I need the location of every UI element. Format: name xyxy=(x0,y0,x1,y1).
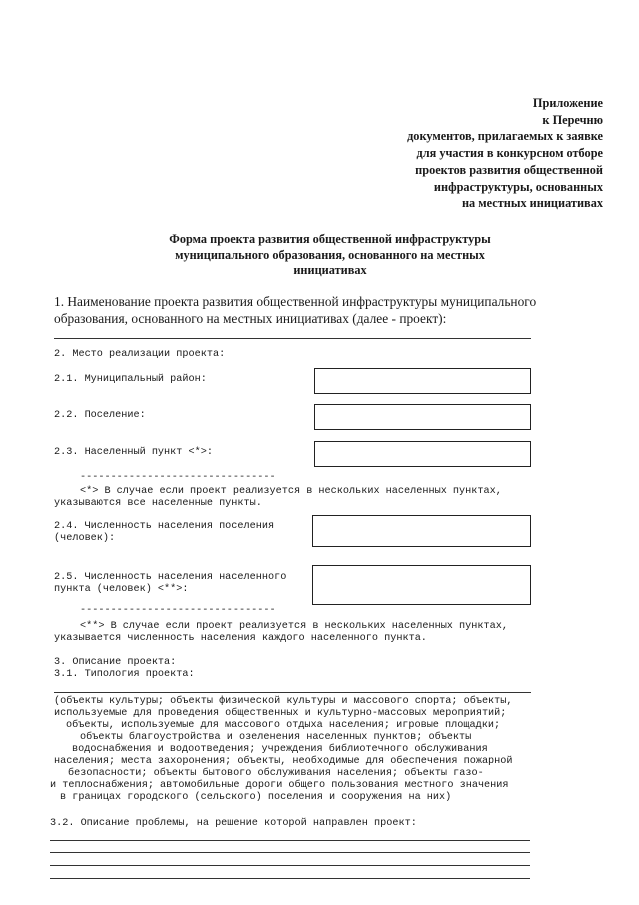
typology-option-line: используемые для проведения общественных и культурно-массовых мероприятий; xyxy=(54,708,507,719)
appendix-header xyxy=(303,95,603,212)
typology-label: 3.1. Типология проекта: xyxy=(54,669,195,680)
locality-population-label: 2.5. Численность населения населенного xyxy=(54,572,287,583)
appendix-line: к Перечню xyxy=(542,112,603,127)
form-title xyxy=(120,232,540,279)
appendix-line: проектов развития общественной xyxy=(415,162,603,177)
problem-input-line[interactable] xyxy=(50,852,530,853)
footnote-text: указываются все населенные пункты. xyxy=(54,498,262,509)
locality-population-input-box[interactable] xyxy=(312,565,531,605)
project-name-label: образования, основанного на местных инициативах (далее - проект): xyxy=(54,310,447,326)
typology-option-line: в границах городского (сельского) поселения и сооружения на них) xyxy=(60,792,452,803)
location-heading: 2. Место реализации проекта: xyxy=(54,349,226,360)
footnote-text: указывается численность населения каждого населенного пункта. xyxy=(54,633,427,644)
typology-input-line[interactable] xyxy=(54,692,531,693)
settlement-population-input-box[interactable] xyxy=(312,515,531,547)
footnote-rule: -------------------------------- xyxy=(80,605,276,616)
typology-option-line: объекты благоустройства и озеленения населенных пунктов; объекты xyxy=(80,732,472,743)
appendix-line: для участия в конкурсном отборе xyxy=(416,146,603,161)
footnote-text: <*> В случае если проект реализуется в нескольких населенных пунктах, xyxy=(80,486,502,497)
form-title-line: инициативах xyxy=(293,263,367,277)
appendix-line: документов, прилагаемых к заявке xyxy=(407,129,603,144)
problem-input-line[interactable] xyxy=(50,840,530,841)
appendix-line: Приложение xyxy=(532,96,603,110)
form-title-line: муниципального образования, основанного на местных xyxy=(175,247,485,262)
typology-option-line: (объекты культуры; объекты физической культуры и массового спорта; объекты, xyxy=(54,696,513,707)
project-name-input-line[interactable] xyxy=(54,338,531,339)
footnote-rule: -------------------------------- xyxy=(80,472,276,483)
district-label: 2.1. Муниципальный район: xyxy=(54,374,207,385)
locality-input-box[interactable] xyxy=(314,441,531,467)
typology-option-line: объекты, используемые для массового отдыха населения; игровые площадки; xyxy=(66,720,501,731)
appendix-line: инфраструктуры, основанных xyxy=(433,179,603,194)
project-name-label: 1. Наименование проекта развития общественной инфраструктуры муниципального xyxy=(54,294,537,309)
problem-input-line[interactable] xyxy=(50,878,530,879)
locality-label: 2.3. Населенный пункт <*>: xyxy=(54,447,213,458)
settlement-label: 2.2. Поселение: xyxy=(54,410,146,421)
description-heading: 3. Описание проекта: xyxy=(54,657,177,668)
problem-label: 3.2. Описание проблемы, на решение которой направлен проект: xyxy=(50,818,417,829)
footnote-text: <**> В случае если проект реализуется в нескольких населенных пунктах, xyxy=(80,621,508,632)
typology-option-line: безопасности; объекты бытового обслуживания населения; объекты газо- xyxy=(68,768,484,779)
settlement-population-label: 2.4. Численность населения поселения xyxy=(54,521,275,532)
locality-population-label: пункта (человек) <**>: xyxy=(54,584,189,595)
project-name-section xyxy=(54,294,594,327)
settlement-population-label: (человек): xyxy=(54,533,116,544)
district-input-box[interactable] xyxy=(314,368,531,394)
appendix-line: на местных инициативах xyxy=(461,196,603,211)
problem-input-line[interactable] xyxy=(50,865,530,866)
typology-option-line: и теплоснабжения; автомобильные дороги общего пользования местного значения xyxy=(50,780,509,791)
form-title-line: Форма проекта развития общественной инфраструктуры xyxy=(169,232,491,246)
typology-option-line: населения; места захоронения; объекты, необходимые для обеспечения пожарной xyxy=(54,756,513,767)
typology-option-line: водоснабжения и водоотведения; учреждения библиотечного обслуживания xyxy=(72,744,488,755)
settlement-input-box[interactable] xyxy=(314,404,531,430)
